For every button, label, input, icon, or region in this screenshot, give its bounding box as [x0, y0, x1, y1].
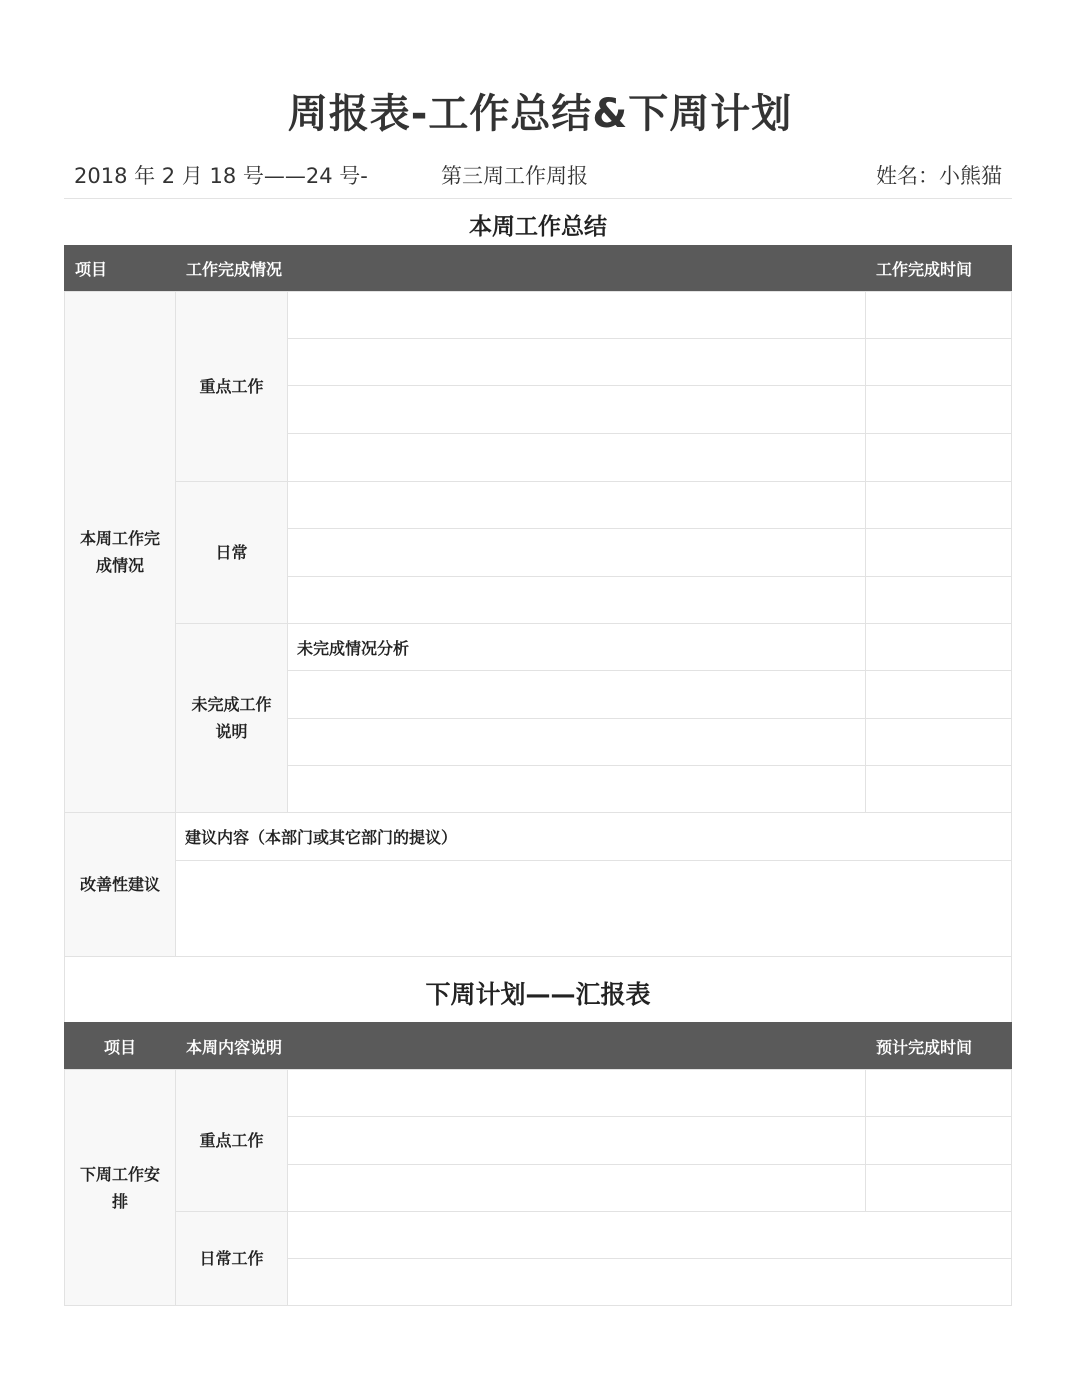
- key-work-label: 重点工作: [175, 291, 288, 482]
- plan-key-time-2[interactable]: [865, 1116, 1012, 1165]
- summary-section-title: 本周工作总结: [469, 214, 607, 240]
- week-label: 第三周工作周报: [441, 164, 588, 188]
- plan-key-row-2[interactable]: [287, 1116, 866, 1165]
- plan-key-row-1[interactable]: [287, 1069, 866, 1117]
- daily-label: 日常: [175, 481, 288, 624]
- daily-time-2[interactable]: [865, 528, 1012, 577]
- unfinished-time-4[interactable]: [865, 765, 1012, 813]
- plan-section-title: 下周计划——汇报表: [425, 980, 651, 1009]
- daily-row-1[interactable]: [287, 481, 866, 529]
- plan-key-row-3[interactable]: [287, 1164, 866, 1212]
- plan-daily-row-2[interactable]: [287, 1258, 1012, 1306]
- header-status: 工作完成情况: [175, 245, 866, 292]
- key-work-row-3[interactable]: [287, 385, 866, 434]
- daily-time-3[interactable]: [865, 576, 1012, 624]
- plan-header-item: 项目: [64, 1022, 176, 1070]
- plan-daily-row-1[interactable]: [287, 1211, 1012, 1259]
- key-work-time-1[interactable]: [865, 291, 1012, 339]
- this-week-group-label: 本周工作完成情况: [64, 291, 176, 813]
- key-work-row-1[interactable]: [287, 291, 866, 339]
- key-work-time-2[interactable]: [865, 338, 1012, 386]
- date-range: 2018 年 2 月 18 号——24 号-: [74, 164, 368, 188]
- plan-key-time-3[interactable]: [865, 1164, 1012, 1212]
- unfinished-time-3[interactable]: [865, 718, 1012, 766]
- header-divider: [64, 198, 1012, 199]
- daily-row-3[interactable]: [287, 576, 866, 624]
- next-week-group-label: 下周工作安排: [64, 1069, 176, 1306]
- suggestion-header: 建议内容（本部门或其它部门的提议）: [175, 812, 1012, 861]
- improvement-label: 改善性建议: [64, 812, 176, 957]
- unfinished-row-1[interactable]: [287, 670, 866, 719]
- daily-time-1[interactable]: [865, 481, 1012, 529]
- plan-daily-work-label: 日常工作: [175, 1211, 288, 1306]
- key-work-row-2[interactable]: [287, 338, 866, 386]
- key-work-time-4[interactable]: [865, 433, 1012, 482]
- unfinished-time-2[interactable]: [865, 670, 1012, 719]
- report-table: [64, 245, 1012, 1306]
- unfinished-row-3[interactable]: [287, 765, 866, 813]
- unfinished-row-2[interactable]: [287, 718, 866, 766]
- page-title: 周报表-工作总结&下周计划: [287, 91, 793, 137]
- header-completion-time: 工作完成时间: [865, 245, 1012, 292]
- plan-header-content: 本周内容说明: [175, 1022, 866, 1070]
- key-work-time-3[interactable]: [865, 385, 1012, 434]
- daily-row-2[interactable]: [287, 528, 866, 577]
- suggestion-content[interactable]: [175, 860, 1012, 957]
- plan-key-time-1[interactable]: [865, 1069, 1012, 1117]
- unfinished-analysis-header: 未完成情况分析: [287, 623, 866, 671]
- key-work-row-4[interactable]: [287, 433, 866, 482]
- unfinished-work-label: 未完成工作说明: [175, 623, 288, 813]
- plan-header-time: 预计完成时间: [865, 1022, 1012, 1070]
- header-item: 项目: [64, 245, 176, 292]
- plan-key-work-label: 重点工作: [175, 1069, 288, 1212]
- unfinished-time-1[interactable]: [865, 623, 1012, 671]
- name-label: 姓名：小熊猫: [876, 164, 1002, 188]
